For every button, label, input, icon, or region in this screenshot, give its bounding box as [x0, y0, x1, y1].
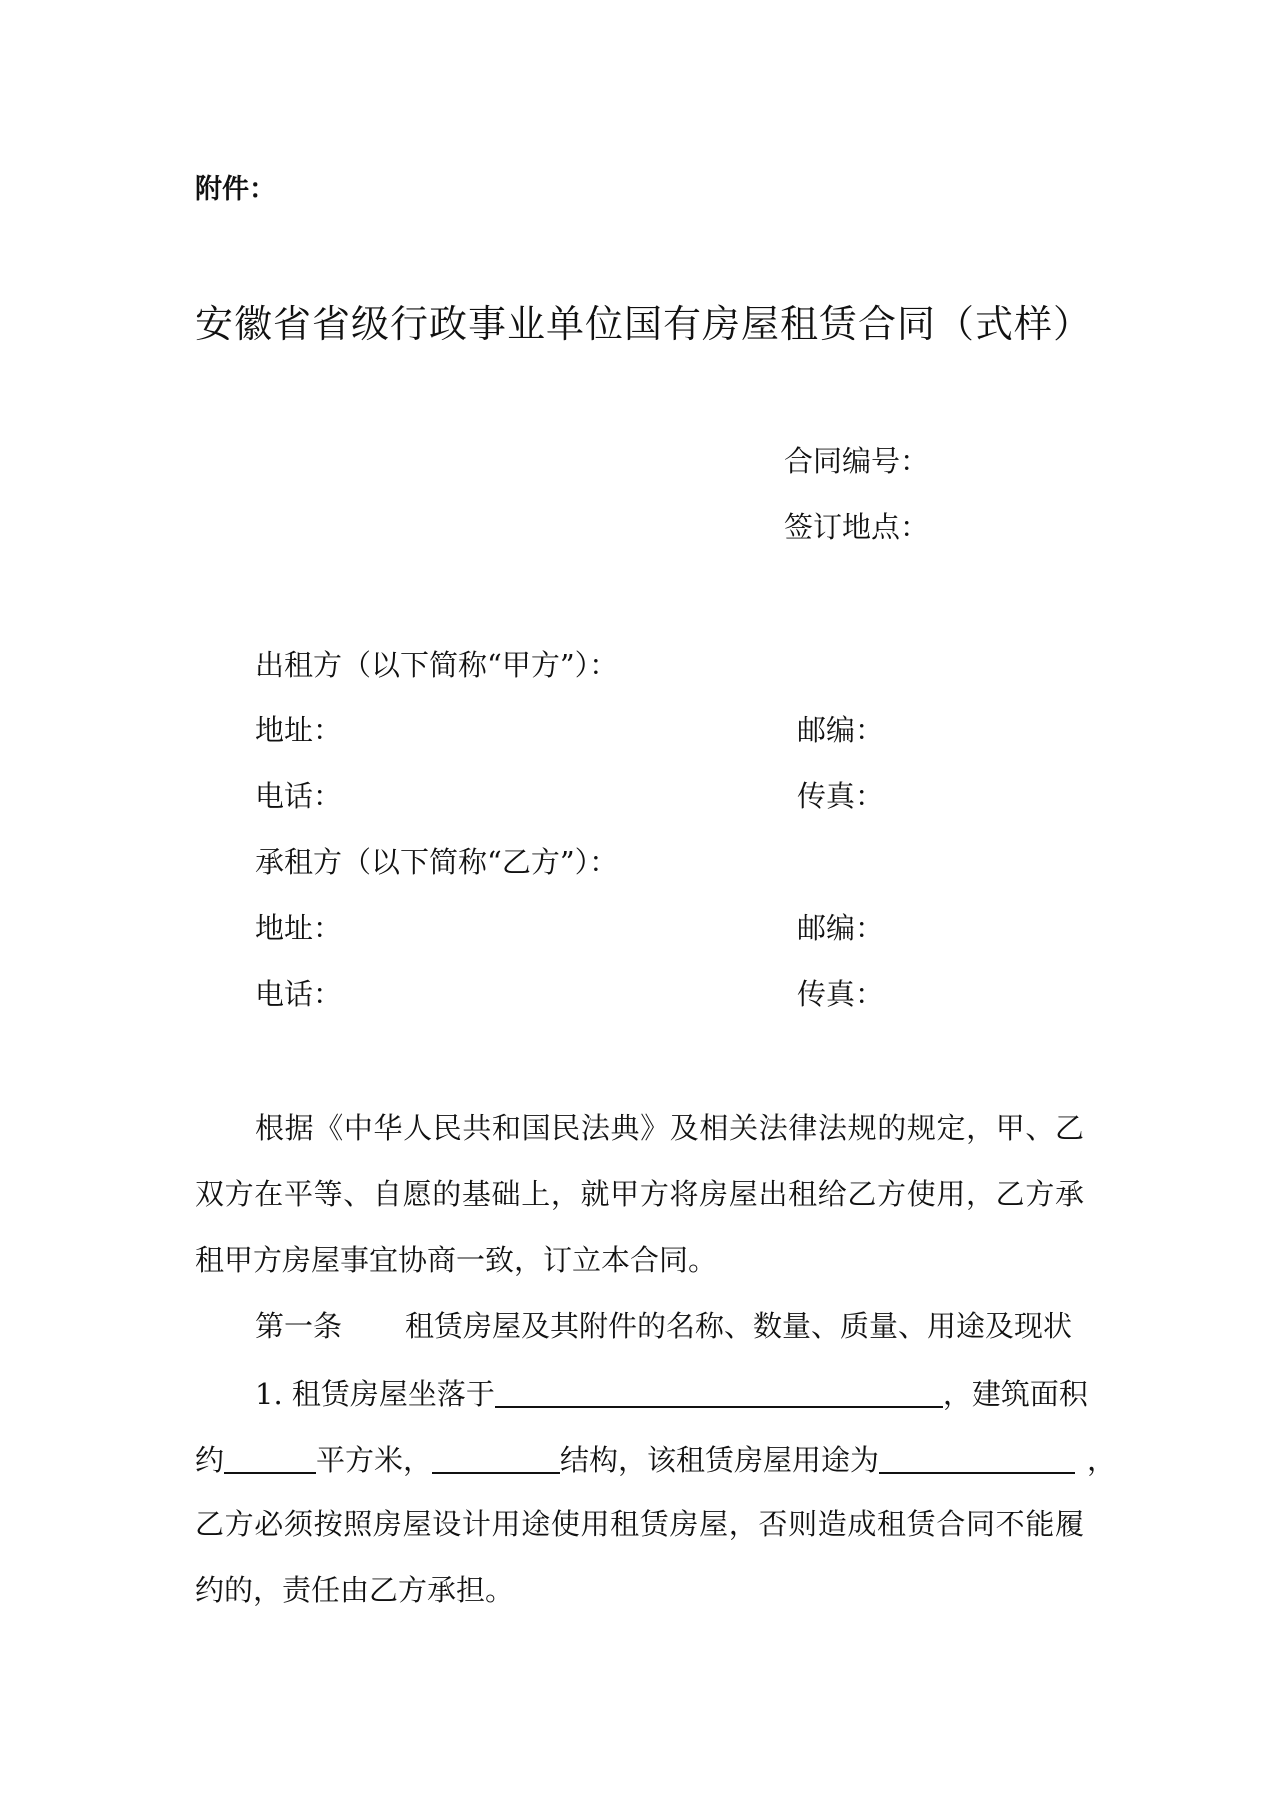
- contract-number-label: 合同编号：: [784, 444, 930, 478]
- structure-blank[interactable]: [432, 1442, 560, 1474]
- item1-comma: ，: [1087, 1443, 1117, 1477]
- article-1-item-1-line-4: 约的，责任由乙方承担。: [195, 1573, 515, 1607]
- lessor-fax-label: 传真：: [797, 779, 885, 813]
- preamble-line-3: 租甲方房屋事宜协商一致，订立本合同。: [195, 1243, 718, 1277]
- lessee-heading: 承租方（以下简称“乙方”）：: [255, 845, 619, 879]
- signing-place-label: 签订地点：: [784, 510, 930, 544]
- preamble-line-1: 根据《中华人民共和国民法典》及相关法律法规的规定，甲、乙: [255, 1111, 1084, 1145]
- document-title: 安徽省省级行政事业单位国有房屋租赁合同（式样）: [195, 302, 1093, 346]
- article-1-item-1-line-1: [255, 1372, 1088, 1414]
- area-blank[interactable]: [224, 1442, 316, 1474]
- lessor-postcode-label: 邮编：: [797, 713, 885, 747]
- item1-sqm-label: 平方米，: [316, 1443, 433, 1477]
- attachment-label: 附件：: [195, 174, 276, 205]
- usage-blank[interactable]: [879, 1442, 1075, 1474]
- item1-area-label: ，建筑面积: [942, 1377, 1088, 1411]
- lessee-phone-label: 电话：: [255, 977, 343, 1011]
- lessor-phone-label: 电话：: [255, 779, 343, 813]
- lessee-address-label: 地址：: [255, 911, 343, 945]
- item1-approx-label: 约: [195, 1443, 225, 1477]
- article-1-item-1-line-2: [195, 1438, 1116, 1480]
- item1-location-label: 1. 租赁房屋坐落于: [255, 1377, 495, 1411]
- lessor-address-label: 地址：: [255, 713, 343, 747]
- preamble-line-2: 双方在平等、自愿的基础上，就甲方将房屋出租给乙方使用，乙方承: [195, 1177, 1084, 1211]
- lessor-heading: 出租方（以下简称“甲方”）：: [255, 648, 619, 682]
- article-1-heading: 租赁房屋及其附件的名称、数量、质量、用途及现状: [405, 1309, 1073, 1343]
- item1-usage-label: 结构，该租赁房屋用途为: [560, 1443, 880, 1477]
- lessee-fax-label: 传真：: [797, 977, 885, 1011]
- location-blank[interactable]: [495, 1376, 943, 1408]
- article-1-number: 第一条: [255, 1309, 343, 1343]
- lessee-postcode-label: 邮编：: [797, 911, 885, 945]
- article-1-item-1-line-3: 乙方必须按照房屋设计用途使用租赁房屋，否则造成租赁合同不能履: [195, 1507, 1084, 1541]
